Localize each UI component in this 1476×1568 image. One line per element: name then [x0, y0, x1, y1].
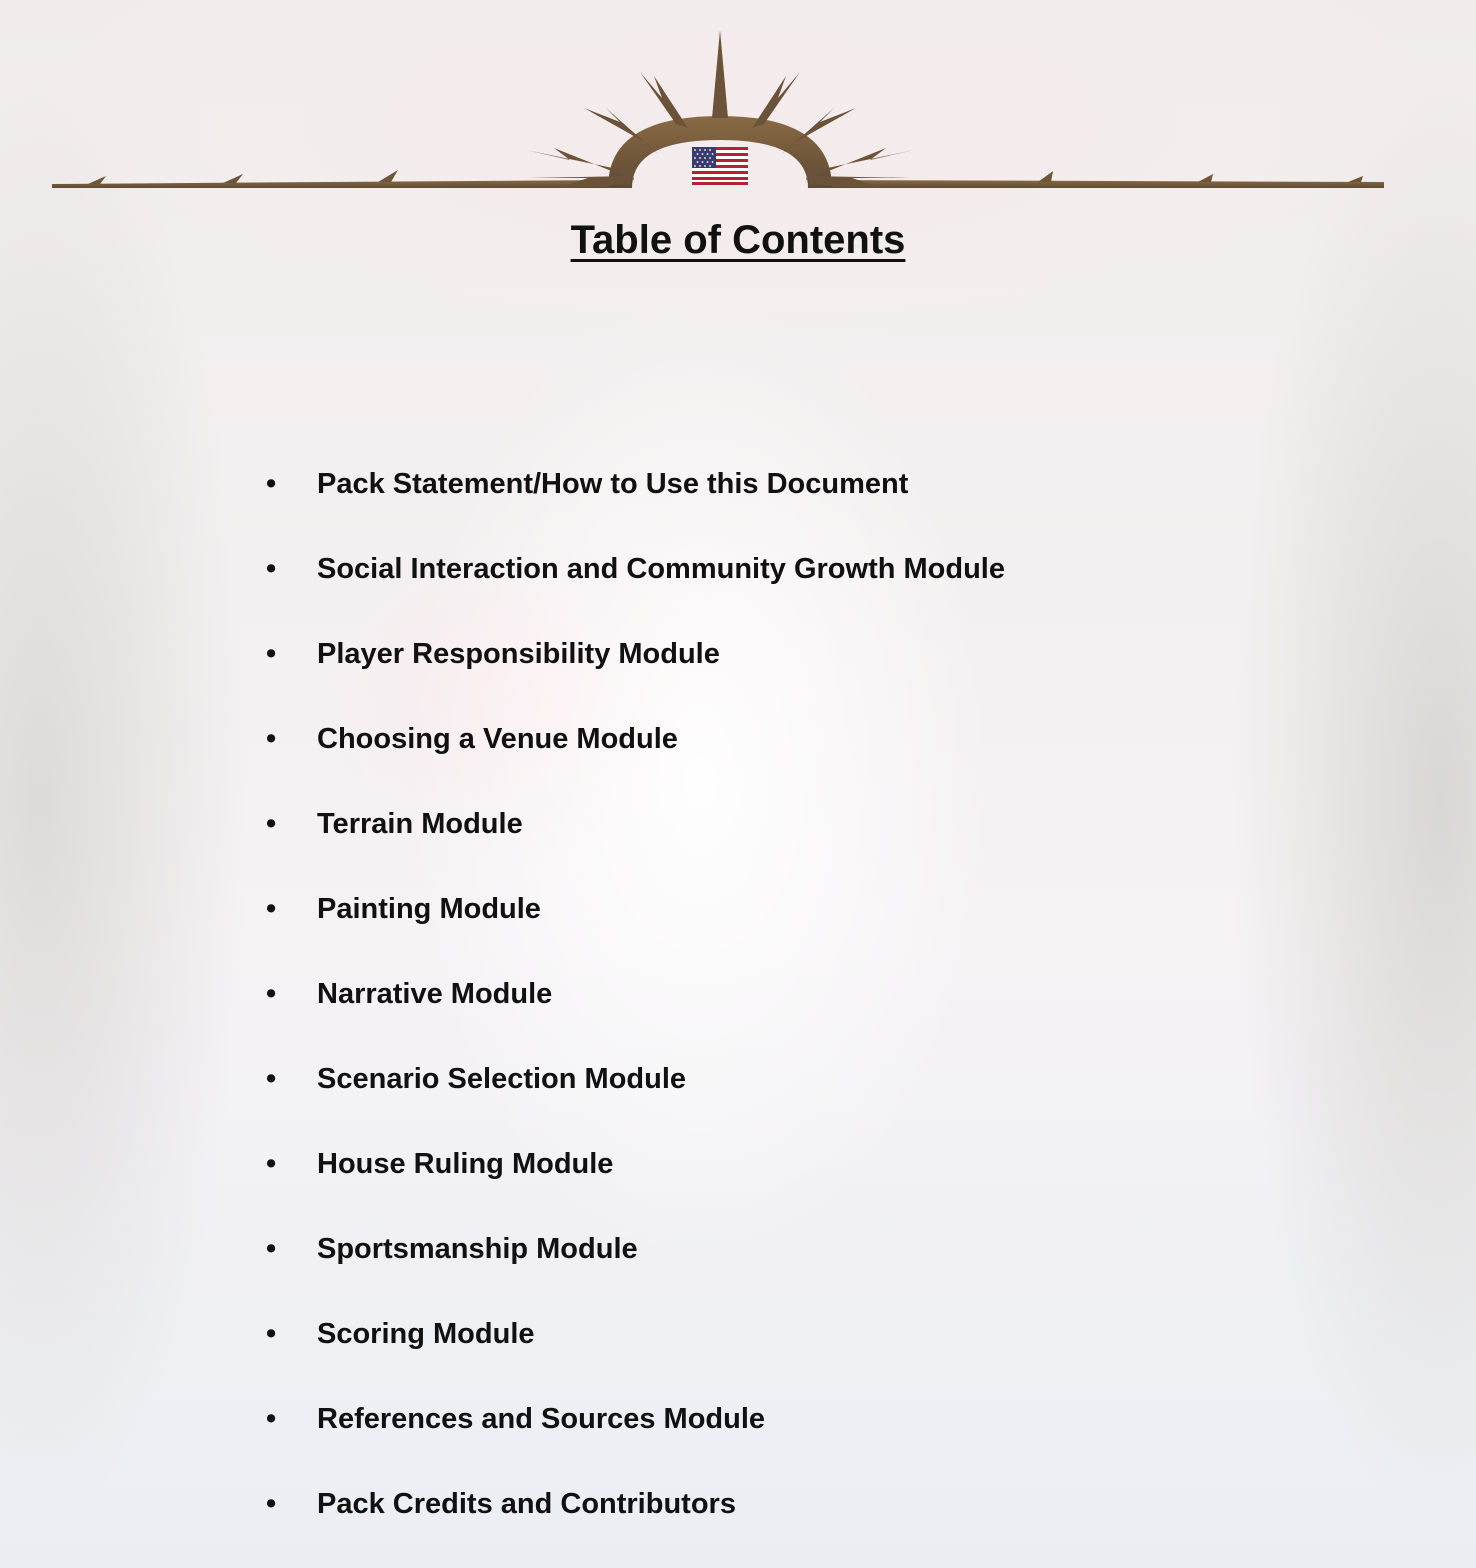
toc-item-label: Narrative Module — [317, 978, 553, 1010]
bullet-icon: • — [266, 808, 277, 840]
toc-item-label: House Ruling Module — [317, 1148, 614, 1180]
toc-item-label: Painting Module — [317, 893, 541, 925]
toc-item-label: Social Interaction and Community Growth Module — [317, 553, 1005, 585]
bullet-icon: • — [266, 553, 277, 585]
list-item — [262, 1312, 1262, 1397]
list-item — [262, 972, 1262, 1057]
list-item — [262, 1482, 1262, 1567]
toc-item-label: References and Sources Module — [317, 1403, 766, 1435]
toc-item-label: Terrain Module — [317, 808, 523, 840]
list-item — [262, 547, 1262, 632]
bullet-icon: • — [266, 723, 277, 755]
list-item — [262, 1142, 1262, 1227]
toc-item-label: Player Responsibility Module — [317, 638, 720, 670]
toc-item-label: Sportsmanship Module — [317, 1233, 638, 1265]
us-flag-icon — [692, 147, 748, 185]
table-of-contents-list — [262, 462, 1262, 1567]
toc-item-label: Choosing a Venue Module — [317, 723, 678, 755]
bullet-icon: • — [266, 468, 277, 500]
list-item — [262, 1057, 1262, 1142]
list-item — [262, 1227, 1262, 1312]
list-item — [262, 632, 1262, 717]
bullet-icon: • — [266, 1063, 277, 1095]
bullet-icon: • — [266, 1318, 277, 1350]
toc-item-label: Scoring Module — [317, 1318, 535, 1350]
bullet-icon: • — [266, 638, 277, 670]
list-item — [262, 887, 1262, 972]
list-item — [262, 1397, 1262, 1482]
toc-item-label: Pack Credits and Contributors — [317, 1488, 736, 1520]
toc-item-label: Scenario Selection Module — [317, 1063, 687, 1095]
bullet-icon: • — [266, 1488, 277, 1520]
list-item — [262, 462, 1262, 547]
bullet-icon: • — [266, 1403, 277, 1435]
bullet-icon: • — [266, 893, 277, 925]
list-item — [262, 802, 1262, 887]
bullet-icon: • — [266, 978, 277, 1010]
bullet-icon: • — [266, 1148, 277, 1180]
bullet-icon: • — [266, 1233, 277, 1265]
list-item — [262, 717, 1262, 802]
toc-item-label: Pack Statement/How to Use this Document — [317, 468, 909, 500]
page-title: Table of Contents — [570, 218, 906, 262]
